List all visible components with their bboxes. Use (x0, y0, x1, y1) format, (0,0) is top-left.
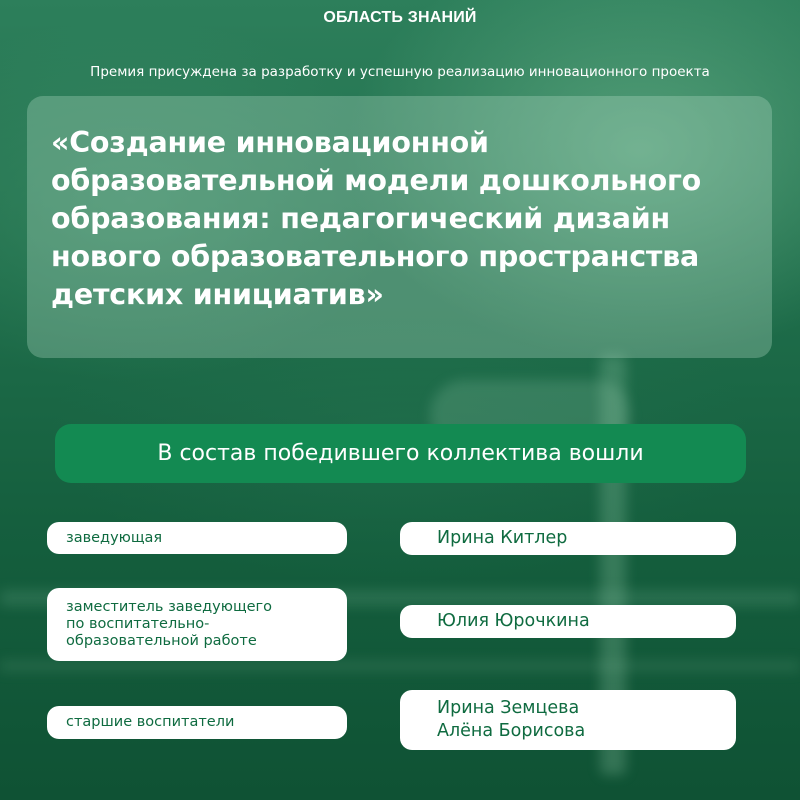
role-label: заведующая (66, 529, 163, 546)
person-names (437, 697, 585, 743)
role-label-multiline (66, 599, 272, 650)
background-rail-lower (0, 660, 800, 672)
role-label-line: заместитель заведующего (66, 599, 273, 615)
role-label-line: по воспитательно- (66, 616, 210, 632)
role-label-line: образовательной работе (66, 633, 257, 649)
name-pill-head (400, 522, 736, 555)
brand-logo: ОБЛАСТЬ ЗНАНИЙ (323, 9, 477, 26)
role-pill-head (47, 522, 347, 554)
project-title: «Создание инновационной образовательной модели дошкольного образования: педагогический дизайн нового образовательного пространства детских инициатив» (51, 126, 702, 311)
role-pill-deputy (47, 588, 347, 661)
person-name: Юлия Юрочкина (437, 611, 590, 631)
award-subtitle: Премия присуждена за разработку и успешную реализацию инновационного проекта (90, 64, 710, 80)
person-name: Алёна Борисова (437, 721, 586, 741)
project-card (27, 96, 772, 358)
role-label: старшие воспитатели (66, 714, 235, 730)
person-name: Ирина Земцева (437, 698, 580, 718)
person-name: Ирина Китлер (437, 528, 568, 548)
team-heading-banner (55, 424, 746, 483)
role-pill-senior (47, 706, 347, 739)
name-pill-senior (400, 690, 736, 750)
name-pill-deputy (400, 605, 736, 638)
team-heading: В состав победившего коллектива вошли (157, 441, 644, 466)
